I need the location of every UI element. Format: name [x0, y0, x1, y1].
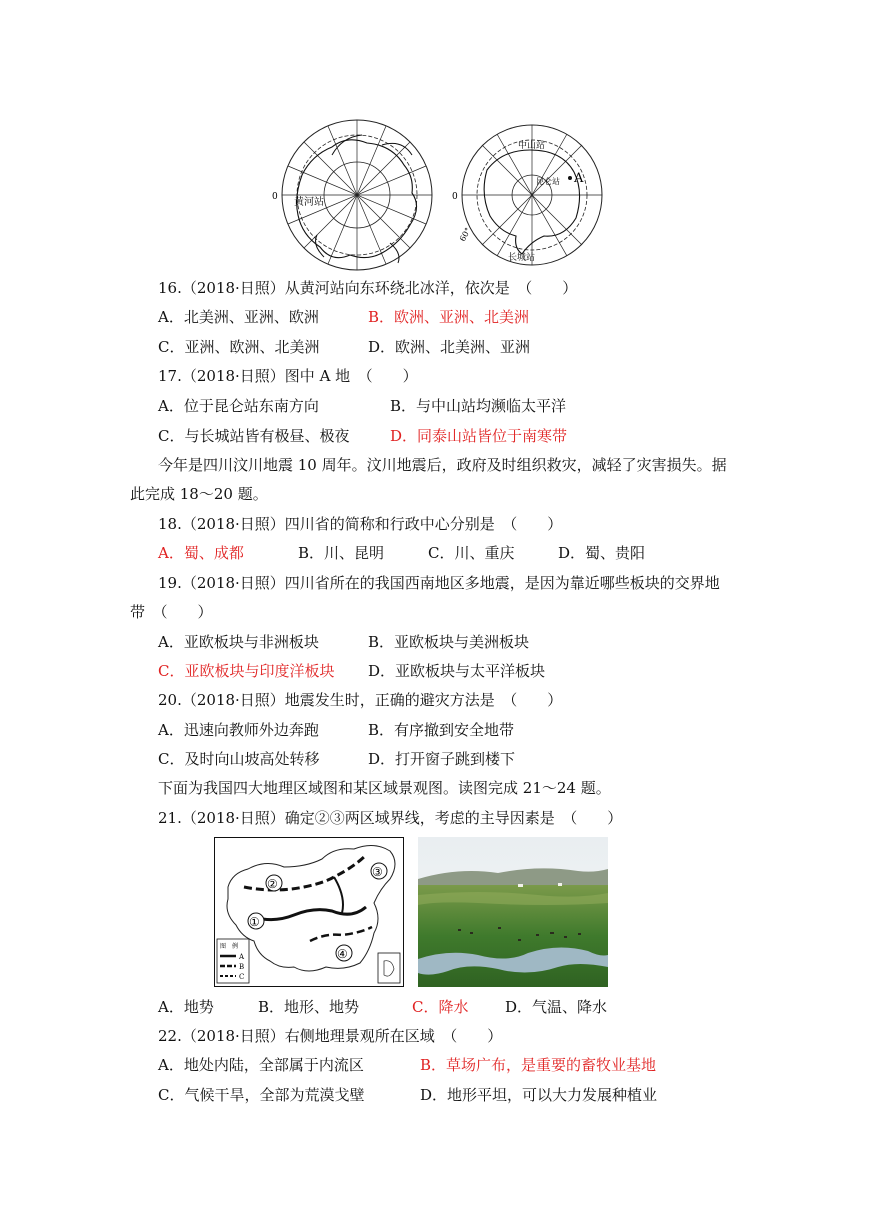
q18-option-b: B．川、昆明 — [298, 544, 385, 562]
q21-stem: 21.（2018·日照）确定②③两区域界线，考虑的主导因素是 （ ） — [158, 809, 623, 827]
q17-option-a: A．位于昆仑站东南方向 — [158, 397, 319, 415]
q19-option-c: C．亚欧板块与印度洋板块 — [158, 662, 335, 680]
china-regions-map — [214, 837, 404, 987]
changcheng-station-label: 长城站 — [508, 253, 536, 263]
point-a-label: A — [574, 171, 584, 186]
q18-option-d: D．蜀、贵阳 — [558, 544, 646, 562]
q18-option-a: A．蜀、成都 — [158, 544, 244, 562]
q21-option-b: B．地形、地势 — [258, 998, 360, 1016]
q19-option-d: D．亚欧板块与太平洋板块 — [368, 662, 546, 680]
q20-option-d: D．打开窗子跳到楼下 — [368, 750, 516, 768]
q20-option-a: A．迅速向教师外边奔跑 — [158, 721, 319, 739]
q20-option-b: B．有序撤到安全地带 — [368, 721, 515, 739]
q18-option-c: C．川、重庆 — [428, 544, 515, 562]
legend-a: A — [239, 953, 245, 961]
q16-option-a: A．北美洲、亚洲、欧洲 — [158, 308, 319, 326]
north-zero-label: 0 — [272, 192, 278, 202]
q17-option-d: D．同泰山站皆位于南寒带 — [390, 427, 568, 445]
legend-b: B — [239, 963, 245, 971]
legend-title: 图 例 — [220, 943, 239, 950]
q21-option-a: A．地势 — [158, 998, 214, 1016]
south-polar-map — [452, 120, 612, 275]
q19-option-b: B．亚欧板块与美洲板块 — [368, 633, 530, 651]
q16-option-c: C．亚洲、欧洲、北美洲 — [158, 338, 320, 356]
q20-stem: 20.（2018·日照）地震发生时，正确的避灾方法是 （ ） — [158, 691, 563, 709]
q17-option-b: B．与中山站均濒临太平洋 — [390, 397, 567, 415]
q19-stem-line2: 带 （ ） — [130, 603, 213, 621]
q18-stem: 18.（2018·日照）四川省的简称和行政中心分别是 （ ） — [158, 515, 563, 533]
intro1-line1: 今年是四川汶川地震 10 周年。汶川地震后，政府及时组织救灾，减轻了灾害损失。据 — [158, 456, 727, 474]
q16-option-b: B．欧洲、亚洲、北美洲 — [368, 308, 530, 326]
q17-option-c: C．与长城站皆有极昼、极夜 — [158, 427, 350, 445]
q22-option-d: D．地形平坦，可以大力发展种植业 — [420, 1086, 658, 1104]
q22-option-b: B．草场广布，是重要的畜牧业基地 — [420, 1056, 657, 1074]
kunlun-station-label: 昆仑站 — [536, 177, 560, 186]
huanghe-station-label: 黄河站 — [294, 197, 324, 208]
q22-option-a: A．地处内陆，全部属于内流区 — [158, 1056, 364, 1074]
q19-stem-line1: 19.（2018·日照）四川省所在的我国西南地区多地震，是因为靠近哪些板块的交界地 — [158, 574, 720, 592]
grassland-landscape-photo — [418, 837, 608, 987]
north-polar-map — [272, 115, 442, 275]
q21-option-c: C．降水 — [412, 998, 469, 1016]
q16-stem: 16.（2018·日照）从黄河站向东环绕北冰洋，依次是 （ ） — [158, 279, 578, 297]
south-zero-label: 0 — [452, 192, 458, 202]
q19-option-a: A．亚欧板块与非洲板块 — [158, 633, 319, 651]
intro2: 下面为我国四大地理区域图和某区域景观图。读图完成 21～24 题。 — [158, 779, 611, 797]
region-4-label: ④ — [337, 947, 348, 961]
region-2-label: ② — [267, 877, 278, 891]
q17-stem: 17.（2018·日照）图中 A 地 （ ） — [158, 367, 418, 385]
region-1-label: ① — [249, 915, 260, 929]
q16-option-d: D．欧洲、北美洲、亚洲 — [368, 338, 531, 356]
q22-stem: 22.（2018·日照）右侧地理景观所在区域 （ ） — [158, 1027, 503, 1045]
q21-option-d: D．气温、降水 — [505, 998, 608, 1016]
legend-c: C — [239, 973, 245, 981]
q22-option-c: C．气候干旱，全部为荒漠戈壁 — [158, 1086, 365, 1104]
q20-option-c: C．及时向山坡高处转移 — [158, 750, 320, 768]
zhongshan-station-label: 中山站 — [518, 141, 546, 151]
region-3-label: ③ — [372, 865, 383, 879]
intro1-line2: 此完成 18～20 题。 — [130, 485, 268, 503]
meridian-label: 60° — [457, 226, 473, 243]
